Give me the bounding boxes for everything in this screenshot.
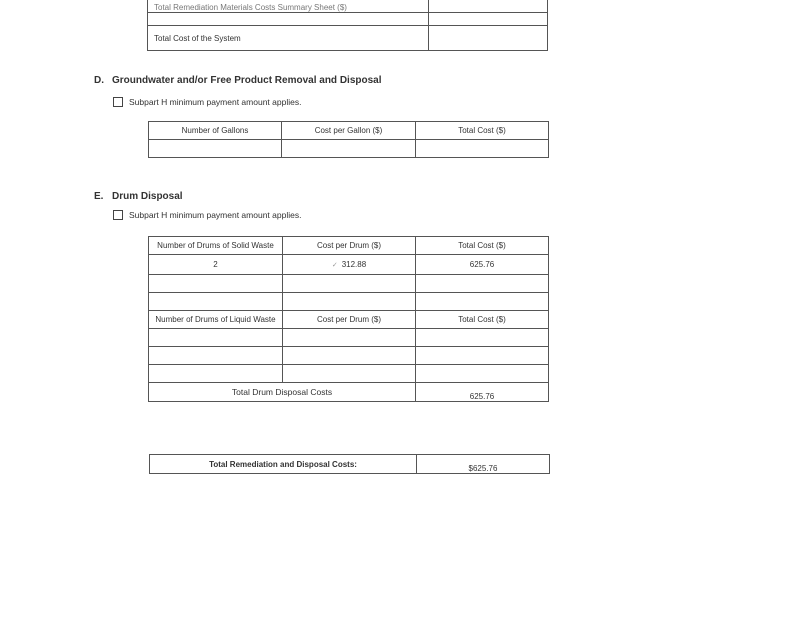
section-d-checkbox-label: Subpart H minimum payment amount applies. [129,97,302,107]
solid-cost-per-drum-header: Cost per Drum ($) [283,237,416,255]
check-mark-icon: ✓ [331,262,338,269]
table-row [149,365,549,383]
solid-total-cost: 625.76 [416,255,549,275]
section-d-checkbox[interactable] [113,97,123,107]
table-row [149,347,549,365]
total-cost-of-system-label: Total Cost of the System [148,26,429,51]
total-cost-cell [416,140,549,158]
solid-cost-per-drum: 312.88 [341,260,367,269]
liquid-total-cost-header: Total Cost ($) [416,311,549,329]
section-e-checkbox-row [113,210,301,220]
section-d-checkbox-row [113,97,301,107]
section-e-checkbox-label: Subpart H minimum payment amount applies. [129,210,302,220]
summary-row-label: Total Remediation Materials Costs Summary Sheet ($) [148,0,429,13]
section-e-title: Drum Disposal [112,191,183,202]
gallons-cell [149,140,282,158]
grand-total-table [149,454,550,474]
table-row [149,329,549,347]
grand-total-value: $625.76 [417,455,550,474]
table-row [149,275,549,293]
table-row [149,255,549,275]
solid-total-cost-header: Total Cost ($) [416,237,549,255]
grand-total-label: Total Remediation and Disposal Costs: [150,455,417,474]
total-cost-of-system-value [429,26,548,51]
solid-cost-per-drum-cell [283,255,416,275]
drum-disposal-table [148,236,549,402]
section-e-checkbox[interactable] [113,210,123,220]
total-drum-disposal-label: Total Drum Disposal Costs [149,383,416,402]
section-e-letter: E. [94,191,104,202]
liquid-drums-header: Number of Drums of Liquid Waste [149,311,283,329]
solid-drums-header: Number of Drums of Solid Waste [149,237,283,255]
cost-per-gallon-header: Cost per Gallon ($) [282,122,416,140]
section-d-table [148,121,549,158]
cost-per-gallon-cell [282,140,416,158]
gallons-header: Number of Gallons [149,122,282,140]
summary-row-value [429,0,548,13]
section-c-table [147,0,548,51]
section-d-letter: D. [94,75,104,86]
liquid-cost-per-drum-header: Cost per Drum ($) [283,311,416,329]
solid-drum-count: 2 [149,255,283,275]
total-cost-header: Total Cost ($) [416,122,549,140]
table-row [149,293,549,311]
total-drum-disposal-value: 625.76 [416,383,549,402]
section-d-title: Groundwater and/or Free Product Removal and Disposal [112,75,382,86]
